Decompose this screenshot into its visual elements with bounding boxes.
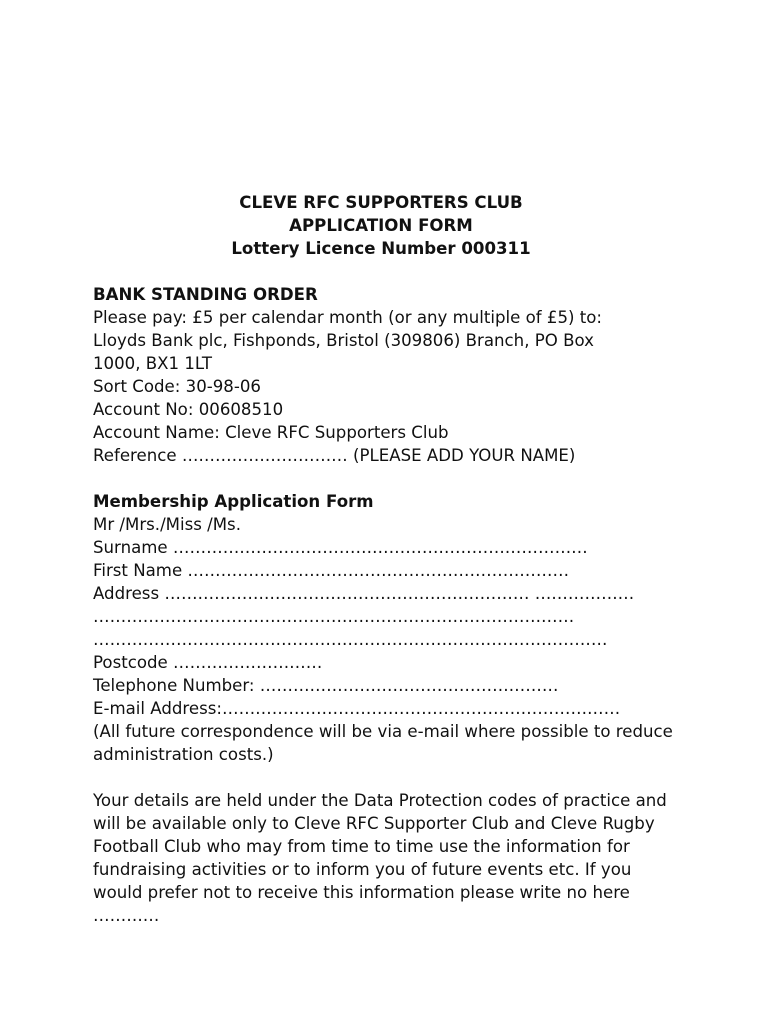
- account-name: Account Name: Cleve RFC Supporters Club: [93, 423, 449, 442]
- correspondence-note: (All future correspondence will be via e-mail where possible to reduce administration costs.): [93, 722, 673, 764]
- first-name-field[interactable]: First Name ……………………………………………………………: [93, 561, 570, 580]
- postcode-field[interactable]: Postcode ………………………: [93, 653, 323, 672]
- standing-order-section: [93, 283, 683, 467]
- standing-order-heading: BANK STANDING ORDER: [93, 285, 318, 304]
- membership-heading: Membership Application Form: [93, 492, 374, 511]
- licence-number: Lottery Licence Number 000311: [231, 239, 531, 258]
- account-number: Account No: 00608510: [93, 400, 284, 419]
- surname-field[interactable]: Surname …………………………………………………………………: [93, 538, 588, 557]
- title-options[interactable]: Mr /Mrs./Miss /Ms.: [93, 515, 241, 534]
- form-title: APPLICATION FORM: [289, 216, 473, 235]
- data-protection-notice: Your details are held under the Data Protection codes of practice and will be available only to Cleve RFC Supporter Club and Cleve Rugby Football Club who may from time to time use the information for fundraising activities or to inform you of future events etc. If you would prefer not to receive this information please write no here …………: [93, 791, 667, 925]
- telephone-field[interactable]: Telephone Number: ………………………………………………: [93, 676, 559, 695]
- bank-address-line-2: 1000, BX1 1LT: [93, 354, 213, 373]
- bank-address-line-1: Lloyds Bank plc, Fishponds, Bristol (309806) Branch, PO Box: [93, 331, 594, 350]
- club-title: CLEVE RFC SUPPORTERS CLUB: [239, 193, 523, 212]
- address-field-line-3[interactable]: …………………………………………………………………………………: [93, 630, 608, 649]
- sort-code: Sort Code: 30-98-06: [93, 377, 261, 396]
- pay-instruction: Please pay: £5 per calendar month (or any multiple of £5) to:: [93, 308, 603, 327]
- email-field[interactable]: E-mail Address:………………………………………………………………: [93, 699, 621, 718]
- reference-field[interactable]: Reference ………………………… (PLEASE ADD YOUR NAME): [93, 446, 576, 465]
- form-header: [93, 191, 683, 260]
- address-field-line-1[interactable]: Address ………………………………………………………… ………………: [93, 584, 635, 603]
- application-form-page: [93, 191, 683, 927]
- membership-section: [93, 490, 683, 766]
- address-field-line-2[interactable]: ……………………………………………………………………………: [93, 607, 575, 626]
